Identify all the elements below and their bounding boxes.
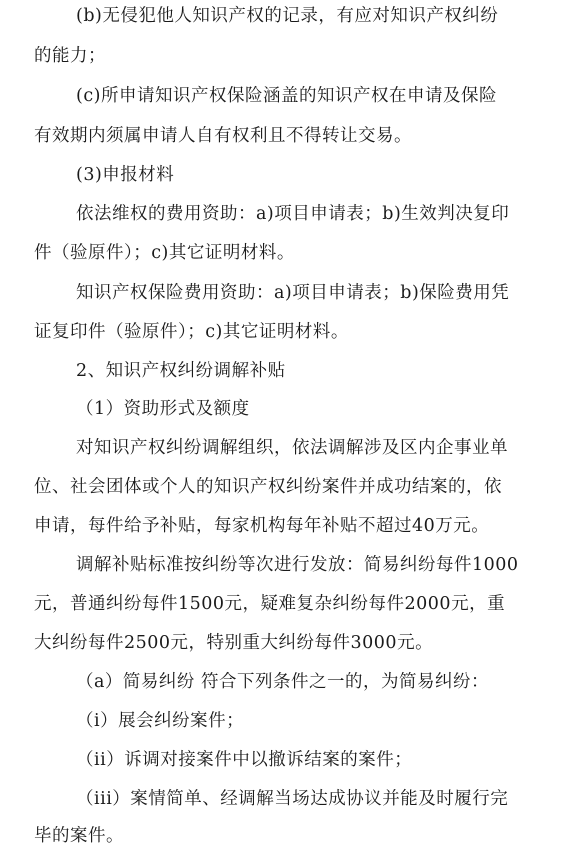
text-line: 调解补贴标准按纠纷等次进行发放：简易纠纷每件1000 [76,555,519,575]
text-line: 对知识产权纠纷调解组织，依法调解涉及区内企事业单 [76,438,508,458]
text-line: 元，普通纠纷每件1500元，疑难复杂纠纷每件2000元，重 [34,594,506,614]
text-line: (c)所申请知识产权保险涵盖的知识产权在申请及保险 [76,86,497,106]
text-line: 知识产权保险费用资助：a)项目申请表；b)保险费用凭 [76,283,510,303]
section-heading: （1）资助形式及额度 [76,399,250,419]
text-line: (b)无侵犯他人知识产权的记录，有应对知识产权纠纷 [76,6,499,26]
text-line: （a）简易纠纷 符合下列条件之一的，为简易纠纷： [76,672,489,692]
text-line: 位、社会团体或个人的知识产权纠纷案件并成功结案的，依 [34,477,502,497]
section-heading: (3)申报材料 [76,165,175,185]
text-line: 有效期内须属申请人自有权利且不得转让交易。 [34,126,412,146]
text-line: 依法维权的费用资助：a)项目申请表；b)生效判决复印 [76,204,510,224]
list-item: （ii）诉调对接案件中以撤诉结案的案件； [76,750,413,770]
text-line: 件（验原件）；c)其它证明材料。 [34,243,295,263]
list-item: （i）展会纠纷案件； [76,711,245,731]
text-line: 证复印件（验原件）；c)其它证明材料。 [34,322,349,342]
text-line: 毕的案件。 [34,826,124,846]
list-item: （iii）案情简单、经调解当场达成协议并能及时履行完 [76,789,509,809]
text-line: 的能力； [34,46,106,66]
section-heading: 2、知识产权纠纷调解补贴 [76,361,286,381]
text-line: 大纠纷每件2500元，特别重大纠纷每件3000元。 [34,633,434,653]
text-line: 申请，每件给予补贴，每家机构每年补贴不超过40万元。 [34,516,490,536]
